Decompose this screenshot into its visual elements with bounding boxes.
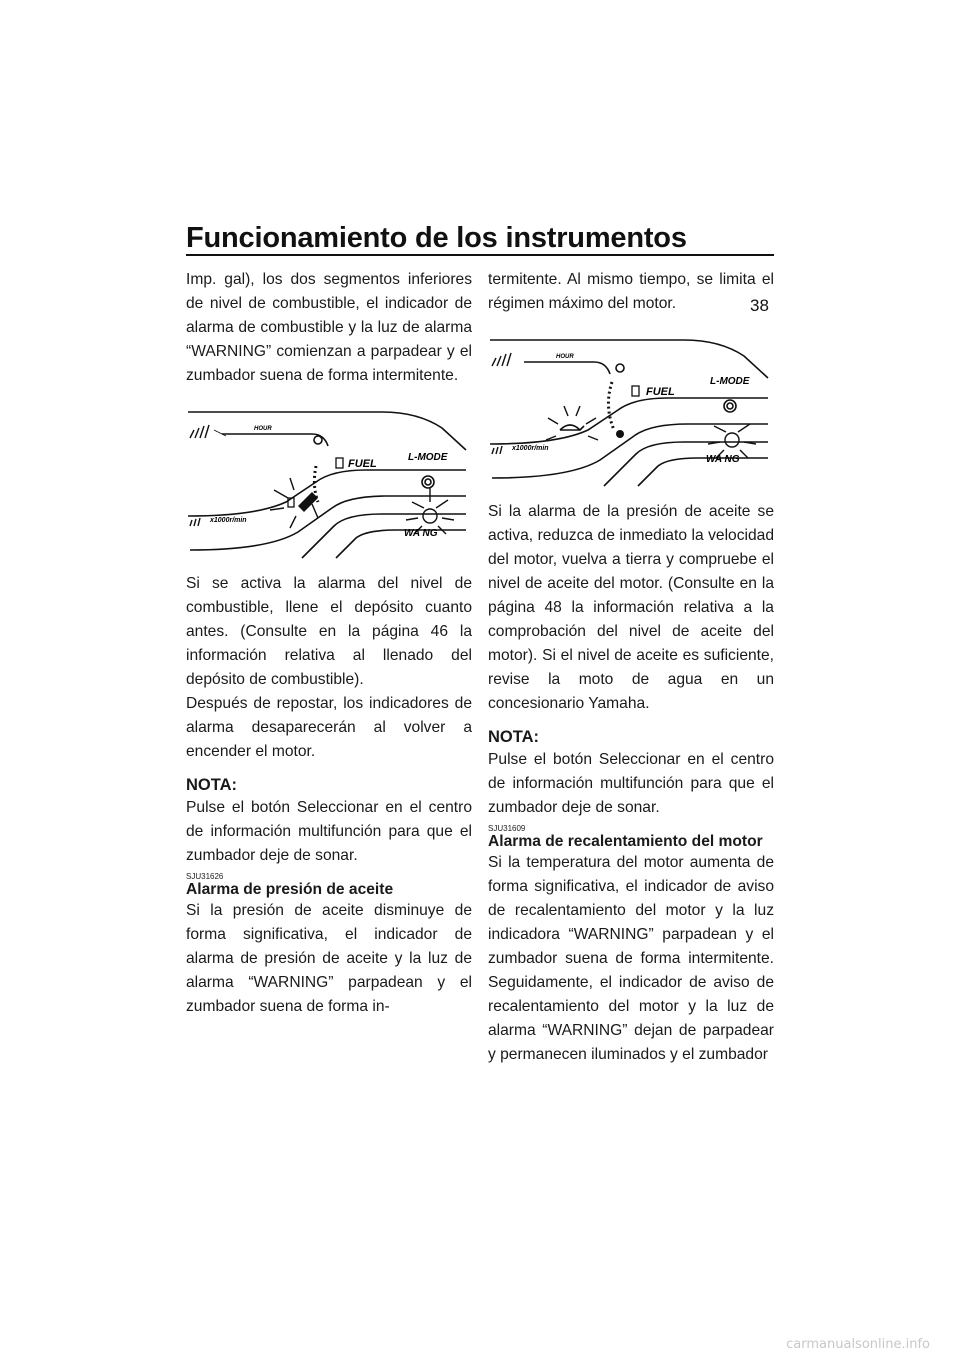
- refuel-paragraph: Si se activa la alarma del nivel de combustible, llene el depósito cuanto antes. (Consulte en la página 46 la información relativa al llenado del depósito de combustible).: [186, 575, 472, 688]
- nota-text: Pulse el botón Seleccionar en el centro de información multifunción para que el zumbador deje de sonar.: [488, 751, 774, 816]
- warning-label: WA NG: [404, 528, 438, 539]
- warning-label: WA NG: [706, 454, 740, 465]
- rpm-label: x1000r/min: [210, 517, 247, 524]
- hour-label: HOUR: [556, 354, 574, 360]
- after-refuel-paragraph: Después de repostar, los indicadores de alarma desaparecerán al volver a encender el motor.: [186, 695, 472, 760]
- section-text: Si la presión de aceite disminuye de forma significativa, el indicador de alarma de presión de aceite y la luz de alarma “WARNING” parpadean y el zumbador suena de forma in-: [186, 902, 472, 1015]
- hour-label: HOUR: [254, 426, 272, 432]
- title-rule: [186, 254, 774, 256]
- right-column: [488, 268, 774, 1067]
- fuel-alarm-diagram: [186, 398, 472, 560]
- lmode-label: L-MODE: [408, 452, 448, 463]
- section-heading: Alarma de presión de aceite: [186, 881, 394, 898]
- page-number: 38: [750, 296, 769, 315]
- left-column: [186, 268, 472, 1019]
- watermark-url: carmanualsonline.info: [786, 1337, 930, 1352]
- oil-pressure-alarm-diagram: [488, 326, 774, 488]
- page-title: Funcionamiento de los instrumentos: [186, 222, 687, 254]
- fuel-label: FUEL: [646, 386, 675, 398]
- intro-paragraph: Imp. gal), los dos segmentos inferiores de nivel de combustible, el indicador de alarma de combustible y la luz de alarma “WARNING” comienzan a parpadear y el zumbador suena de forma intermitente.: [186, 271, 472, 384]
- section-code: SJU31626: [186, 872, 224, 881]
- fuel-label: FUEL: [348, 458, 377, 470]
- oil-alarm-paragraph: Si la alarma de la presión de aceite se activa, reduzca de inmediato la velocidad del motor, vuelva a tierra y compruebe el nivel de aceite del motor. (Consulte en la página 48 la información relativa a la comprobación del nivel de aceite del motor). Si el nivel de aceite es suficiente, revise la moto de agua en un concesionario Yamaha.: [488, 503, 774, 712]
- nota-label: NOTA:: [186, 776, 238, 794]
- intro-paragraph: termitente. Al mismo tiempo, se limita el régimen máximo del motor.: [488, 271, 774, 312]
- section-text: Si la temperatura del motor aumenta de forma significativa, el indicador de aviso de recalentamiento del motor y la luz indicadora “WARNING” parpadean y el zumbador suena de forma intermitente. Seguidamente, el indicador de aviso de recalentamiento del motor y la luz de alarma “WARNING” dejan de parpadear y permanecen iluminados y el zumbador: [488, 854, 774, 1063]
- lmode-label: L-MODE: [710, 376, 750, 387]
- section-code: SJU31609: [488, 824, 526, 833]
- nota-label: NOTA:: [488, 728, 540, 746]
- section-heading: Alarma de recalentamiento del motor: [488, 833, 763, 850]
- nota-text: Pulse el botón Seleccionar en el centro de información multifunción para que el zumbador deje de sonar.: [186, 799, 472, 864]
- rpm-label: x1000r/min: [512, 445, 549, 452]
